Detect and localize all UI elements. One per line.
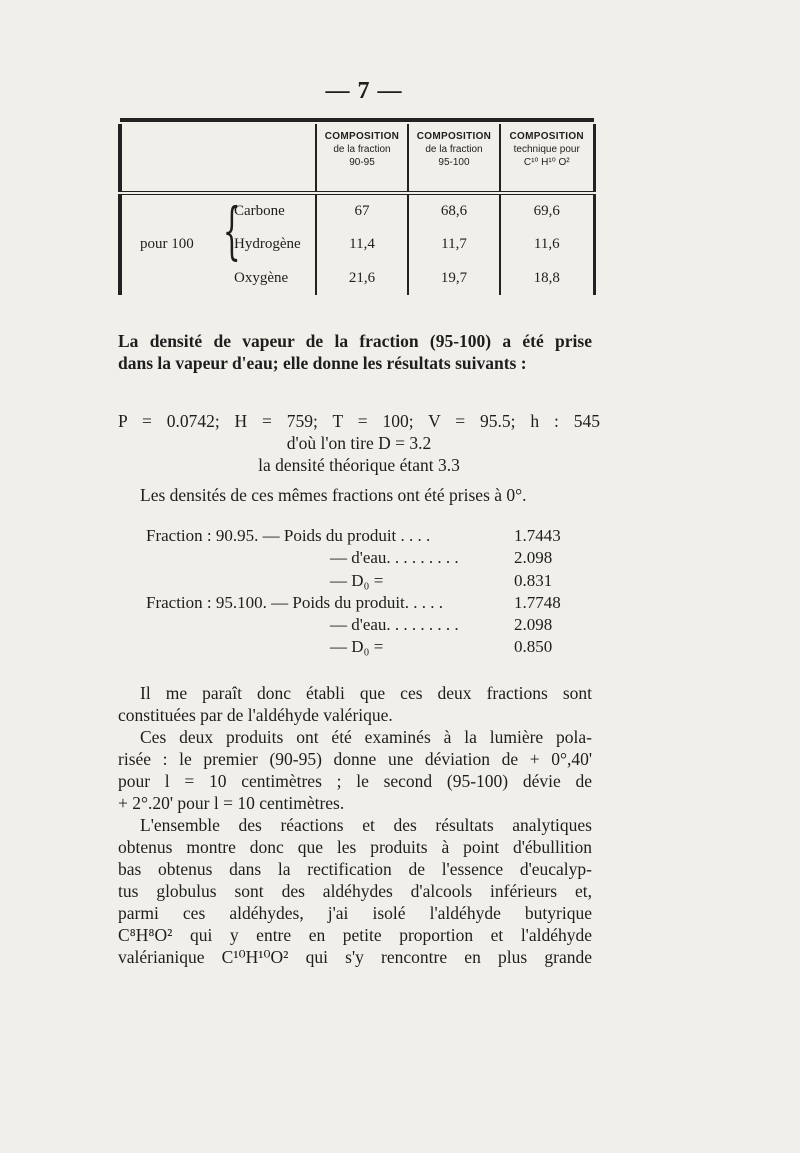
table-cell: 67 (316, 195, 408, 228)
paragraph-line: bas obtenus dans la rectification de l'essence d'eucalyp- (118, 859, 592, 879)
paragraph-line: Il me paraît donc établi que ces deux fractions sont (140, 683, 592, 703)
densities-intro: Les densités de ces mêmes fractions ont été prises à 0°. (140, 485, 527, 505)
table-header-row (120, 124, 594, 193)
paragraph-line: dans la vapeur d'eau; elle donne les résultats suivants : (118, 353, 527, 373)
paragraph-conclusion (118, 682, 592, 726)
fraction-row (146, 548, 596, 570)
table-header-col-2 (408, 124, 500, 193)
fraction-value: 2.098 (514, 548, 553, 567)
table-cell: 19,7 (408, 262, 500, 295)
element-label: Hydrogène (234, 236, 301, 253)
paragraph-line: valérianique C¹⁰H¹⁰O² qui s'y rencontre en plus grande (118, 947, 592, 967)
measurement-line: P = 0.0742; H = 759; T = 100; V = 95.5; h : 545 (118, 411, 600, 431)
table-row (120, 195, 594, 228)
header-sub: de la fraction (333, 144, 391, 156)
header-sub: technique pour (513, 144, 580, 156)
paragraph-polarized (118, 726, 592, 814)
row-label-cell (120, 262, 316, 295)
paragraph-line: Ces deux produits ont été examinés à la lumière pola- (140, 727, 592, 747)
header-range: 90-95 (349, 157, 375, 169)
group-label: pour 100 (140, 236, 194, 253)
fraction-row (146, 615, 596, 637)
fraction-label: — D₀ = (330, 571, 384, 590)
paragraph-line: L'ensemble des réactions et des résultats analytiques (140, 815, 592, 835)
header-title: COMPOSITION (416, 131, 492, 143)
measurement-theoretical: la densité théorique étant 3.3 (258, 455, 460, 475)
fraction-value: 1.7748 (514, 593, 561, 612)
fraction-row (146, 526, 596, 548)
header-title: COMPOSITION (509, 131, 584, 143)
table-header-col-1 (316, 124, 408, 193)
table-cell: 69,6 (500, 195, 594, 228)
element-label: Oxygène (234, 269, 289, 286)
table-cell: 11,4 (316, 228, 408, 261)
table-cell: 11,7 (408, 228, 500, 261)
fraction-value: 2.098 (514, 615, 553, 634)
table-row (120, 262, 594, 295)
fraction-label: — d'eau. . . . . . . . . (330, 548, 459, 567)
paragraph-line: parmi ces aldéhydes, j'ai isolé l'aldéhyde butyrique (118, 903, 592, 923)
header-range: C¹⁰ H¹⁰ O² (523, 157, 570, 169)
paragraph-line: constituées par de l'aldéhyde valérique. (118, 705, 393, 725)
fraction-label: Fraction : 95.100. — Poids du produit. . . . . (146, 593, 444, 612)
fraction-value: 1.7443 (514, 526, 561, 545)
element-label: Carbone (234, 202, 285, 219)
paragraph-line: + 2°.20' pour l = 10 centimètres. (118, 793, 345, 813)
fraction-label: Fraction : 90.95. — Poids du produit . . . . (146, 526, 431, 545)
fraction-row (146, 637, 596, 659)
fraction-label: — d'eau. . . . . . . . . (330, 615, 459, 634)
paragraph-line: tus globulus sont des aldéhydes d'alcools inférieurs et, (118, 881, 592, 901)
table-header-col-3 (500, 124, 594, 193)
paragraph-line: pour l = 10 centimètres ; le second (95-100) dévie de (118, 771, 592, 791)
brace-icon: { (222, 194, 241, 268)
fraction-value: 0.850 (514, 637, 553, 656)
table-cell: 21,6 (316, 262, 408, 295)
paragraph-line: C⁸H⁸O² qui y entre en petite proportion et l'aldéhyde (118, 925, 592, 945)
measurement-result: d'où l'on tire D = 3.2 (286, 433, 432, 453)
paragraph-line: obtenus montre donc que les produits à point d'ébullition (118, 837, 592, 857)
table-cell: 18,8 (500, 262, 594, 295)
header-title: COMPOSITION (324, 131, 400, 143)
row-label-cell (120, 195, 316, 228)
table-row (120, 228, 594, 261)
table-cell: 11,6 (500, 228, 594, 261)
fraction-label: — D₀ = (330, 637, 384, 656)
paragraph-line: La densité de vapeur de la fraction (95-100) a été prise (118, 331, 592, 351)
header-range: 95-100 (438, 157, 470, 169)
header-sub: de la fraction (425, 144, 483, 156)
page-number: — 7 — (325, 78, 403, 104)
paragraph-summary (118, 814, 592, 968)
fraction-row (146, 571, 596, 593)
fraction-value: 0.831 (514, 571, 553, 590)
composition-table (118, 118, 596, 295)
measurement-block (118, 410, 600, 476)
paragraph-vapor-density (118, 330, 592, 374)
paragraph-line: risée : le premier (90-95) donne une déviation de + 0°,40' (118, 749, 592, 769)
fraction-row (146, 593, 596, 615)
table-header-empty (120, 124, 316, 193)
table-cell: 68,6 (408, 195, 500, 228)
